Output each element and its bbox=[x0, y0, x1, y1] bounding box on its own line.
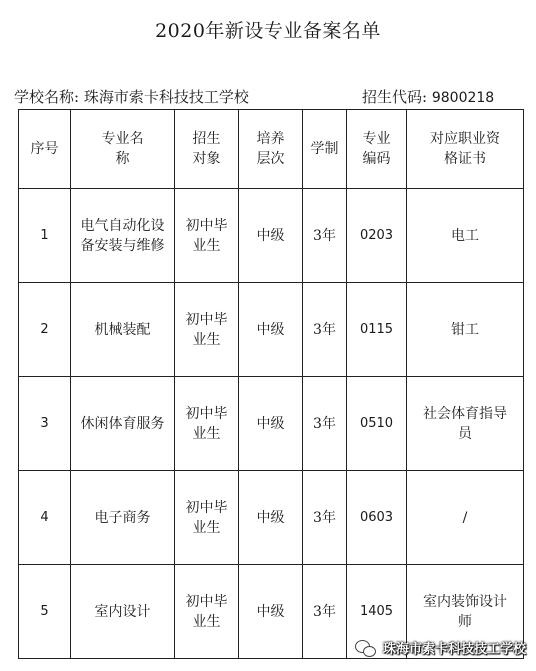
row-code: 1405 bbox=[347, 565, 407, 659]
table-row bbox=[19, 377, 524, 471]
row-major: 休闲体育服务 bbox=[71, 377, 175, 471]
row-index: 1 bbox=[19, 189, 71, 283]
table-header-row bbox=[19, 110, 524, 189]
row-duration: 3年 bbox=[303, 377, 347, 471]
header-duration: 学制 bbox=[303, 110, 347, 189]
row-duration: 3年 bbox=[303, 189, 347, 283]
row-code: 0203 bbox=[347, 189, 407, 283]
row-code: 0510 bbox=[347, 377, 407, 471]
watermark-text: 珠海市索卡科技技工学校 bbox=[382, 642, 526, 657]
school-name-label: 学校名称: bbox=[14, 88, 80, 106]
row-level: 中级 bbox=[239, 377, 303, 471]
row-target: 初中毕业生 bbox=[175, 377, 239, 471]
row-level: 中级 bbox=[239, 283, 303, 377]
row-code: 0603 bbox=[347, 471, 407, 565]
row-duration: 3年 bbox=[303, 565, 347, 659]
row-certificate: 钳工 bbox=[407, 283, 524, 377]
row-code: 0115 bbox=[347, 283, 407, 377]
header-level: 培养层次 bbox=[239, 110, 303, 189]
row-major: 电子商务 bbox=[71, 471, 175, 565]
row-certificate: 电工 bbox=[407, 189, 524, 283]
table-row bbox=[19, 471, 524, 565]
majors-table bbox=[18, 109, 524, 659]
enrollment-code-value: 9800218 bbox=[431, 90, 495, 106]
row-duration: 3年 bbox=[303, 283, 347, 377]
row-major: 机械装配 bbox=[71, 283, 175, 377]
row-duration: 3年 bbox=[303, 471, 347, 565]
wechat-icon bbox=[355, 639, 377, 657]
header-certificate: 对应职业资格证书 bbox=[407, 110, 524, 189]
row-index: 2 bbox=[19, 283, 71, 377]
row-certificate: 社会体育指导员 bbox=[407, 377, 524, 471]
row-major: 室内设计 bbox=[71, 565, 175, 659]
row-target: 初中毕业生 bbox=[175, 565, 239, 659]
enrollment-code-line bbox=[362, 86, 494, 107]
table-row bbox=[19, 283, 524, 377]
row-certificate: 室内装饰设计师 bbox=[407, 565, 524, 659]
wechat-watermark bbox=[355, 638, 526, 657]
row-target: 初中毕业生 bbox=[175, 471, 239, 565]
header-target: 招生对象 bbox=[175, 110, 239, 189]
row-index: 4 bbox=[19, 471, 71, 565]
row-index: 3 bbox=[19, 377, 71, 471]
row-major: 电气自动化设备安装与维修 bbox=[71, 189, 175, 283]
school-name-line bbox=[14, 86, 249, 107]
header-index: 序号 bbox=[19, 110, 71, 189]
row-level: 中级 bbox=[239, 189, 303, 283]
header-major: 专业名称 bbox=[71, 110, 175, 189]
school-name-value: 珠海市索卡科技技工学校 bbox=[83, 88, 249, 106]
document-title: 2020年新设专业备案名单 bbox=[155, 20, 381, 42]
row-certificate: / bbox=[407, 471, 524, 565]
row-level: 中级 bbox=[239, 565, 303, 659]
row-target: 初中毕业生 bbox=[175, 189, 239, 283]
row-index: 5 bbox=[19, 565, 71, 659]
header-code: 专业编码 bbox=[347, 110, 407, 189]
row-level: 中级 bbox=[239, 471, 303, 565]
table-row bbox=[19, 189, 524, 283]
enrollment-code-label: 招生代码: bbox=[362, 88, 428, 106]
row-target: 初中毕业生 bbox=[175, 283, 239, 377]
